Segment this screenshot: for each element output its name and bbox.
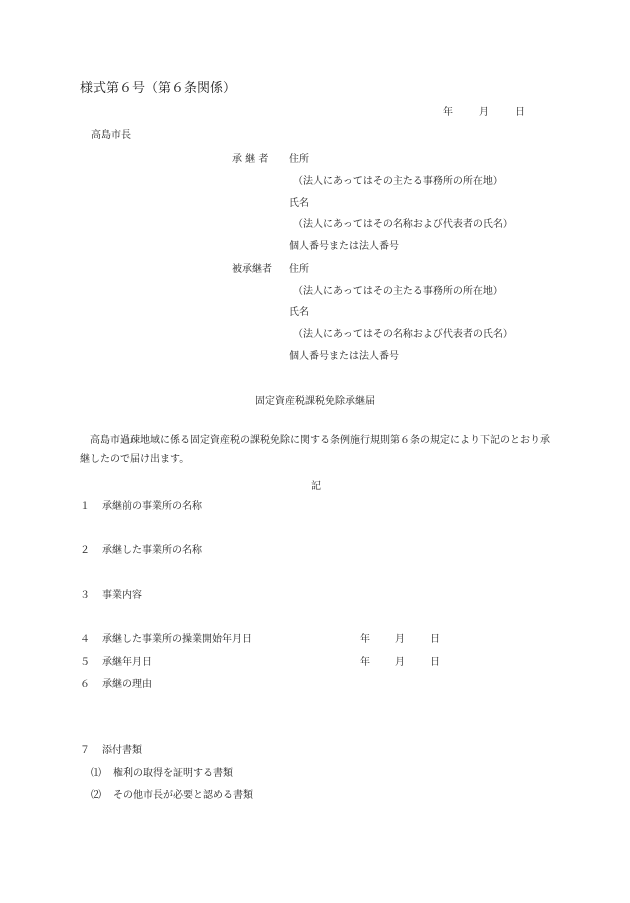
document-title: 固定資産税課税免除承継届 — [255, 396, 375, 407]
ki-heading: 記 — [311, 481, 321, 492]
item-date — [360, 635, 440, 645]
item-label: 承継の理由 — [102, 679, 152, 690]
item-label: 添付書類 — [102, 745, 142, 756]
item-label: 承継前の事業所の名称 — [102, 501, 202, 512]
item-label: 承継した事業所の名称 — [102, 545, 202, 556]
item-label: 承継年月日 — [102, 657, 152, 668]
predecessor-number-label: 個人番号または法人番号 — [289, 351, 399, 362]
attachment-number: ⑵ — [91, 790, 101, 801]
predecessor-address-note: （法人にあってはその主たる事務所の所在地） — [293, 286, 503, 297]
item-label: 承継した事業所の操業開始年月日 — [102, 634, 252, 645]
date-month: 月 — [479, 107, 489, 118]
item-date-day: 日 — [430, 657, 440, 668]
successor-name-label: 氏名 — [289, 198, 309, 209]
addressee: 高島市長 — [91, 130, 131, 141]
successor-name-note: （法人にあってはその名称および代表者の氏名） — [293, 219, 513, 230]
date-line — [443, 108, 525, 118]
item-number: ２ — [80, 545, 90, 556]
item-label: 事業内容 — [102, 590, 142, 601]
successor-address-label: 住所 — [289, 154, 309, 165]
item-date-day: 日 — [430, 634, 440, 645]
predecessor-name-note: （法人にあってはその名称および代表者の氏名） — [293, 329, 513, 340]
item-number: ５ — [80, 657, 90, 668]
attachment-number: ⑴ — [91, 768, 101, 779]
item-date-year: 年 — [360, 657, 370, 668]
item-number: ６ — [80, 679, 90, 690]
successor-label: 承 継 者 — [232, 154, 269, 165]
item-date — [360, 658, 440, 668]
item-date-month: 月 — [395, 634, 405, 645]
date-year: 年 — [443, 107, 453, 118]
item-number: ７ — [80, 745, 90, 756]
body-text: 高島市過疎地域に係る固定資産税の課税免除に関する条例施行規則第６条の規定により下記のとおり承継したので届け出ます。 — [80, 435, 550, 465]
predecessor-label: 被承継者 — [232, 264, 272, 275]
form-number: 様式第６号（第６条関係） — [80, 81, 237, 96]
item-number: １ — [80, 501, 90, 512]
date-day: 日 — [515, 107, 525, 118]
successor-address-note: （法人にあってはその主たる事務所の所在地） — [293, 176, 503, 187]
item-date-year: 年 — [360, 634, 370, 645]
item-number: ４ — [80, 634, 90, 645]
item-date-month: 月 — [395, 657, 405, 668]
attachment-label: 権利の取得を証明する書類 — [113, 768, 233, 779]
attachment-label: その他市長が必要と認める書類 — [113, 790, 253, 801]
predecessor-name-label: 氏名 — [289, 307, 309, 318]
item-number: ３ — [80, 590, 90, 601]
predecessor-address-label: 住所 — [289, 264, 309, 275]
successor-number-label: 個人番号または法人番号 — [289, 241, 399, 252]
